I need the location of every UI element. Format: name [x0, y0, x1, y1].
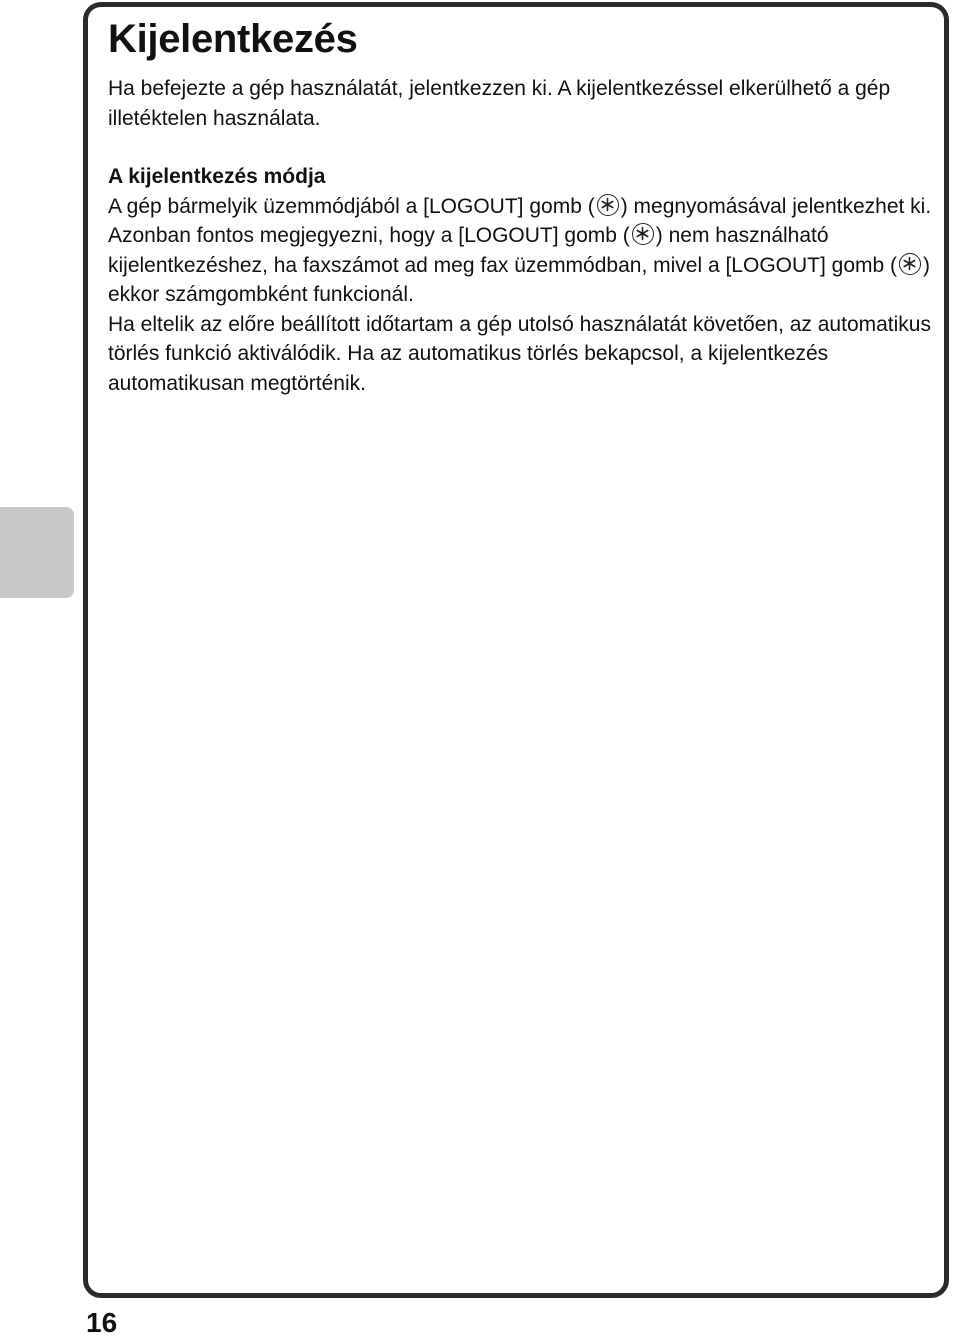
text-segment: ) ekkor számgombként funkcionál. [108, 253, 931, 306]
text-segment: A gép bármelyik üzemmódjából a [LOGOUT] gomb ( [108, 194, 595, 218]
chapter-side-tab [0, 507, 74, 598]
intro-paragraph: Ha befejezte a gép használatát, jelentkezzen ki. A kijelentkezéssel elkerülhető a gép illetéktelen használata. [108, 77, 891, 130]
page-number: 16 [86, 1307, 118, 1338]
text-segment: ) megnyomásával jelentkezhet ki. Azonban fontos megjegyezni, hogy a [LOGOUT] gomb ( [108, 194, 932, 247]
logout-key-icon [899, 253, 921, 275]
logout-key-icon [597, 194, 619, 216]
logout-method-paragraph [108, 192, 933, 310]
logout-key-icon [632, 223, 654, 245]
section-title: A kijelentkezés módja [108, 165, 326, 188]
auto-clear-paragraph: Ha eltelik az előre beállított időtartam a gép utolsó használatát követően, az automatikus törlés funkció aktiválódik. Ha az automatikus törlés bekapcsol, a kijelentkezés automatikusan megtörténik. [108, 312, 931, 395]
text-segment: ) nem használható kijelentkezéshez, ha faxszámot ad meg fax üzemmódban, mivel a [LOGOUT] gomb ( [108, 224, 898, 277]
page-content [108, 14, 933, 398]
page-title: Kijelentkezés [108, 17, 358, 61]
